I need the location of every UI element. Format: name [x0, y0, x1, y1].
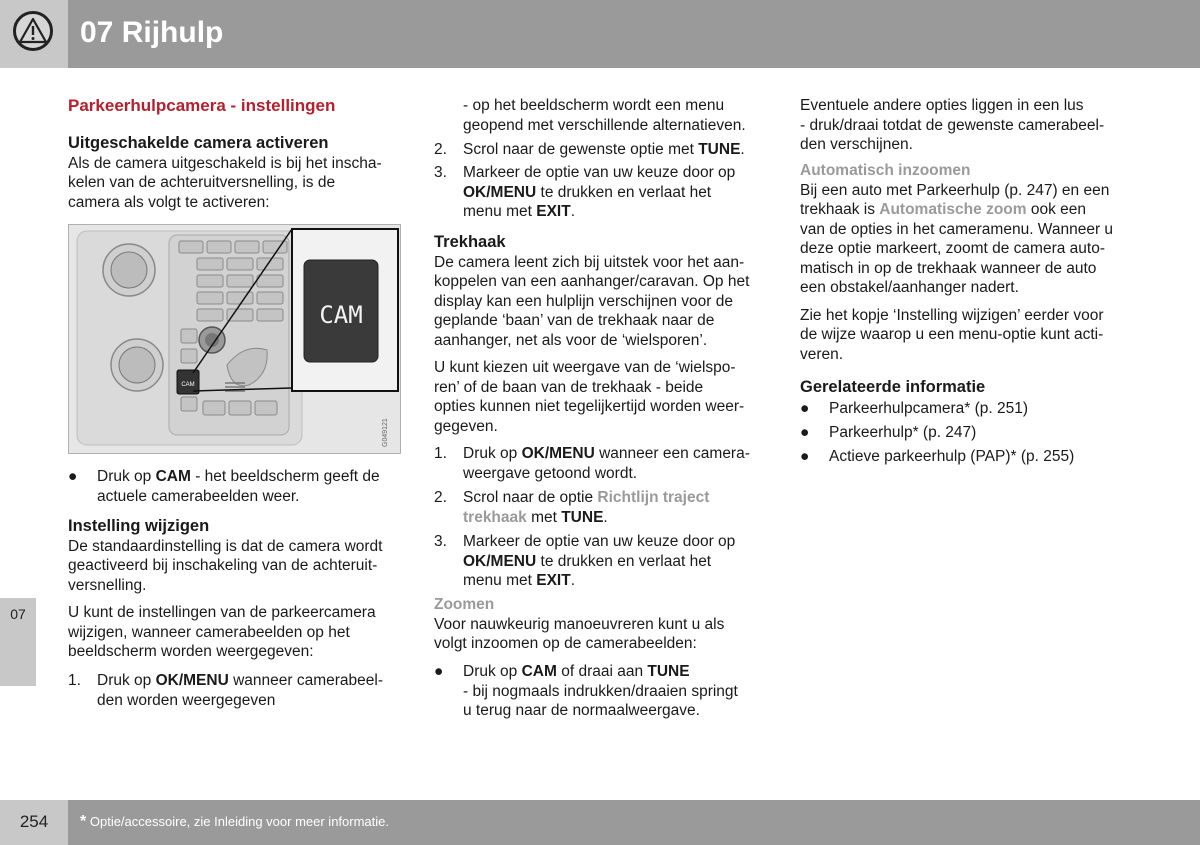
- paragraph-line: versnelling.: [68, 576, 147, 594]
- column-1: [68, 95, 408, 117]
- text-span: ook een: [1026, 201, 1086, 218]
- bullet-icon: ●: [800, 448, 810, 465]
- paragraph-line: camera als volgt te activeren:: [68, 193, 270, 211]
- paragraph-line: aanhanger, net als voor de ‘wielsporen’.: [434, 331, 708, 349]
- menu-option-link[interactable]: trekhaak: [463, 508, 527, 526]
- paragraph-line: Bij een auto met Parkeerhulp (p. 247) en een: [800, 181, 1110, 199]
- bold-term: EXIT: [536, 203, 571, 220]
- chapter-side-tab-label: 07: [10, 606, 26, 622]
- section-related: [800, 378, 1140, 398]
- paragraph-line: ren’ of de baan van de trekhaak - beide: [434, 378, 704, 396]
- cam-button-label: CAM: [319, 301, 363, 329]
- related-link-item[interactable]: [800, 399, 1140, 419]
- step-number: 2.: [434, 141, 447, 158]
- small-cam-button-label: CAM: [181, 382, 195, 388]
- bold-term: CAM: [155, 468, 191, 485]
- bold-term: OK/MENU: [521, 445, 595, 462]
- text-span: Scrol naar de gewenste optie met: [463, 141, 699, 158]
- paragraph-line: kelen van de achteruitversnelling, is de: [68, 174, 336, 191]
- step-number: 1.: [434, 445, 447, 462]
- paragraph-line: gegeven.: [434, 417, 498, 435]
- text-span: Markeer de optie van uw keuze door op: [463, 164, 736, 181]
- warning-triangle-icon: [13, 11, 53, 51]
- paragraph-line: van de opties in het cameramenu. Wanneer u: [800, 220, 1114, 238]
- paragraph-line: - druk/draai totdat de gewenste camerabeel-: [800, 116, 1105, 134]
- text-span: .: [570, 203, 575, 220]
- section-trekhaak: [434, 233, 774, 436]
- text-span: Druk op: [97, 468, 156, 485]
- text-span: .: [570, 572, 575, 589]
- text-span: Markeer de optie van uw keuze door op: [463, 533, 736, 550]
- bold-term: OK/MENU: [463, 552, 537, 570]
- list-item: [68, 467, 408, 507]
- text-span: - bij nogmaals indrukken/draaien springt: [463, 682, 738, 700]
- section-zoomen: [434, 595, 774, 654]
- list-item: [434, 532, 774, 592]
- list-item: [434, 163, 774, 223]
- page-number: 254: [19, 812, 49, 831]
- text-span: menu met: [463, 572, 537, 589]
- paragraph-line: opties kunnen niet tegelijkertijd worden weer-: [434, 398, 745, 415]
- list-item: [434, 140, 774, 160]
- text-span: trekhaak is: [800, 201, 880, 218]
- paragraph-line: Zie het kopje ‘Instelling wijzigen’ eerder voor: [800, 306, 1104, 324]
- text-span: met: [526, 508, 562, 526]
- step-number: 1.: [68, 672, 81, 689]
- text-span: Druk op: [463, 663, 522, 680]
- paragraph-line: display kan een hulplijn verschijnen voor de: [434, 292, 733, 310]
- bold-term: TUNE: [647, 663, 690, 680]
- text-span: - het beeldscherm geeft de: [190, 468, 380, 485]
- list-item: [434, 488, 774, 528]
- menu-option-link[interactable]: Automatische zoom: [879, 201, 1027, 218]
- bullet-icon: ●: [800, 400, 810, 417]
- list-item: [68, 671, 408, 711]
- section-heading: Uitgeschakelde camera activeren: [68, 134, 329, 152]
- section-automatisch-inzoomen: [800, 161, 1140, 364]
- section-heading: Automatisch inzoomen: [800, 162, 971, 179]
- figure-code: G049121: [382, 418, 389, 447]
- related-link-item[interactable]: [800, 423, 1140, 443]
- text-span: u terug naar de normaalweergave.: [463, 702, 700, 719]
- section-uitgeschakeld: [68, 134, 408, 212]
- text-span: den worden weergegeven: [97, 691, 276, 709]
- bullet-icon: ●: [800, 424, 810, 441]
- paragraph-line: geopend met verschillende alternatieven.: [463, 116, 746, 134]
- text-span: Druk op: [97, 672, 156, 689]
- chapter-title: 07 Rijhulp: [80, 16, 224, 49]
- menu-option-link[interactable]: Richtlijn traject: [597, 489, 710, 506]
- paragraph-line: Voor nauwkeurig manoeuvreren kunt u als: [434, 615, 725, 633]
- section-heading: Instelling wijzigen: [68, 517, 210, 535]
- paragraph-line: - op het beeldscherm wordt een menu: [463, 97, 725, 114]
- bold-term: CAM: [521, 663, 557, 680]
- text-span: of draai aan: [556, 663, 648, 680]
- section-title: Parkeerhulpcamera - instellingen: [68, 96, 336, 115]
- footer-note: [80, 813, 389, 831]
- center-console-figure: [68, 224, 401, 454]
- text-span: Druk op: [463, 445, 522, 462]
- related-link[interactable]: Parkeerhulpcamera* (p. 251): [829, 400, 1029, 417]
- text-span: menu met: [463, 203, 537, 220]
- step-number: 3.: [434, 164, 447, 181]
- bold-term: TUNE: [561, 508, 604, 526]
- paragraph-line: veren.: [800, 345, 844, 363]
- bold-term: OK/MENU: [463, 183, 537, 201]
- text-span: actuele camerabeelden weer.: [97, 487, 300, 505]
- paragraph-line: Als de camera uitgeschakeld is bij het inscha-: [68, 154, 382, 172]
- continued-text: [463, 96, 783, 135]
- related-link[interactable]: Actieve parkeerhulp (PAP)* (p. 255): [829, 448, 1075, 465]
- paragraph-line: De camera leent zich bij uitstek voor het aan-: [434, 253, 745, 271]
- footnote-star: *: [80, 813, 87, 830]
- text-span: .: [603, 508, 608, 526]
- text-span: weergave getoond wordt.: [463, 464, 638, 482]
- paragraph-line: De standaardinstelling is dat de camera wordt: [68, 537, 383, 555]
- paragraph-line: U kunt de instellingen van de parkeercamera: [68, 604, 376, 621]
- paragraph-line: U kunt kiezen uit weergave van de ‘wielspo-: [434, 359, 736, 376]
- paragraph-line: Eventuele andere opties liggen in een lus: [800, 97, 1084, 114]
- related-link[interactable]: Parkeerhulp* (p. 247): [829, 424, 977, 441]
- bullet-icon: ●: [68, 468, 78, 485]
- section-heading: Zoomen: [434, 596, 495, 613]
- text-span: .: [740, 141, 745, 158]
- paragraph-line: [800, 200, 1140, 220]
- text-span: Scrol naar de optie: [463, 489, 598, 506]
- text-span: te drukken en verlaat het: [536, 552, 712, 570]
- section-heading: Gerelateerde informatie: [800, 378, 986, 396]
- bold-term: TUNE: [698, 141, 741, 158]
- section-heading: Trekhaak: [434, 233, 506, 251]
- step-number: 2.: [434, 489, 447, 506]
- paragraph-line: wijzigen, wanneer camerabeelden op het: [68, 623, 350, 641]
- paragraph-line: een obstakel/aanhanger nadert.: [800, 279, 1019, 296]
- paragraph-line: geactiveerd bij inschakeling van de achteruit-: [68, 557, 378, 574]
- paragraph-line: volgt inzoomen op de camerabeelden:: [434, 635, 697, 652]
- paragraph-line: geplande ‘baan’ van de trekhaak naar de: [434, 312, 715, 329]
- step-number: 3.: [434, 533, 447, 550]
- bold-term: OK/MENU: [155, 672, 229, 689]
- paragraph-line: de wijze waarop u een menu-optie kunt acti-: [800, 326, 1104, 343]
- paragraph-line: den verschijnen.: [800, 136, 913, 153]
- text-span: te drukken en verlaat het: [536, 183, 712, 201]
- list-item: [434, 444, 774, 484]
- bold-term: EXIT: [536, 572, 571, 589]
- paragraph-line: deze optie markeert, zoomt de camera auto-: [800, 240, 1105, 257]
- text-span: wanneer een camera-: [594, 445, 750, 462]
- paragraph-line: beeldscherm worden weergegeven:: [68, 643, 314, 660]
- footer-note-text: Optie/accessoire, zie Inleiding voor meer informatie.: [89, 814, 389, 829]
- paragraph-line: koppelen van een aanhanger/caravan. Op het: [434, 273, 750, 290]
- list-item: [434, 662, 774, 722]
- column-3: [800, 96, 1140, 155]
- section-instelling-wijzigen: [68, 517, 408, 662]
- text-span: wanneer camerabeel-: [228, 672, 384, 689]
- console-illustration: [69, 225, 401, 454]
- related-link-item[interactable]: [800, 447, 1140, 467]
- bullet-icon: ●: [434, 663, 444, 680]
- paragraph-line: matisch in op de trekhaak wanneer de auto: [800, 259, 1097, 277]
- header-bar: [68, 0, 1200, 68]
